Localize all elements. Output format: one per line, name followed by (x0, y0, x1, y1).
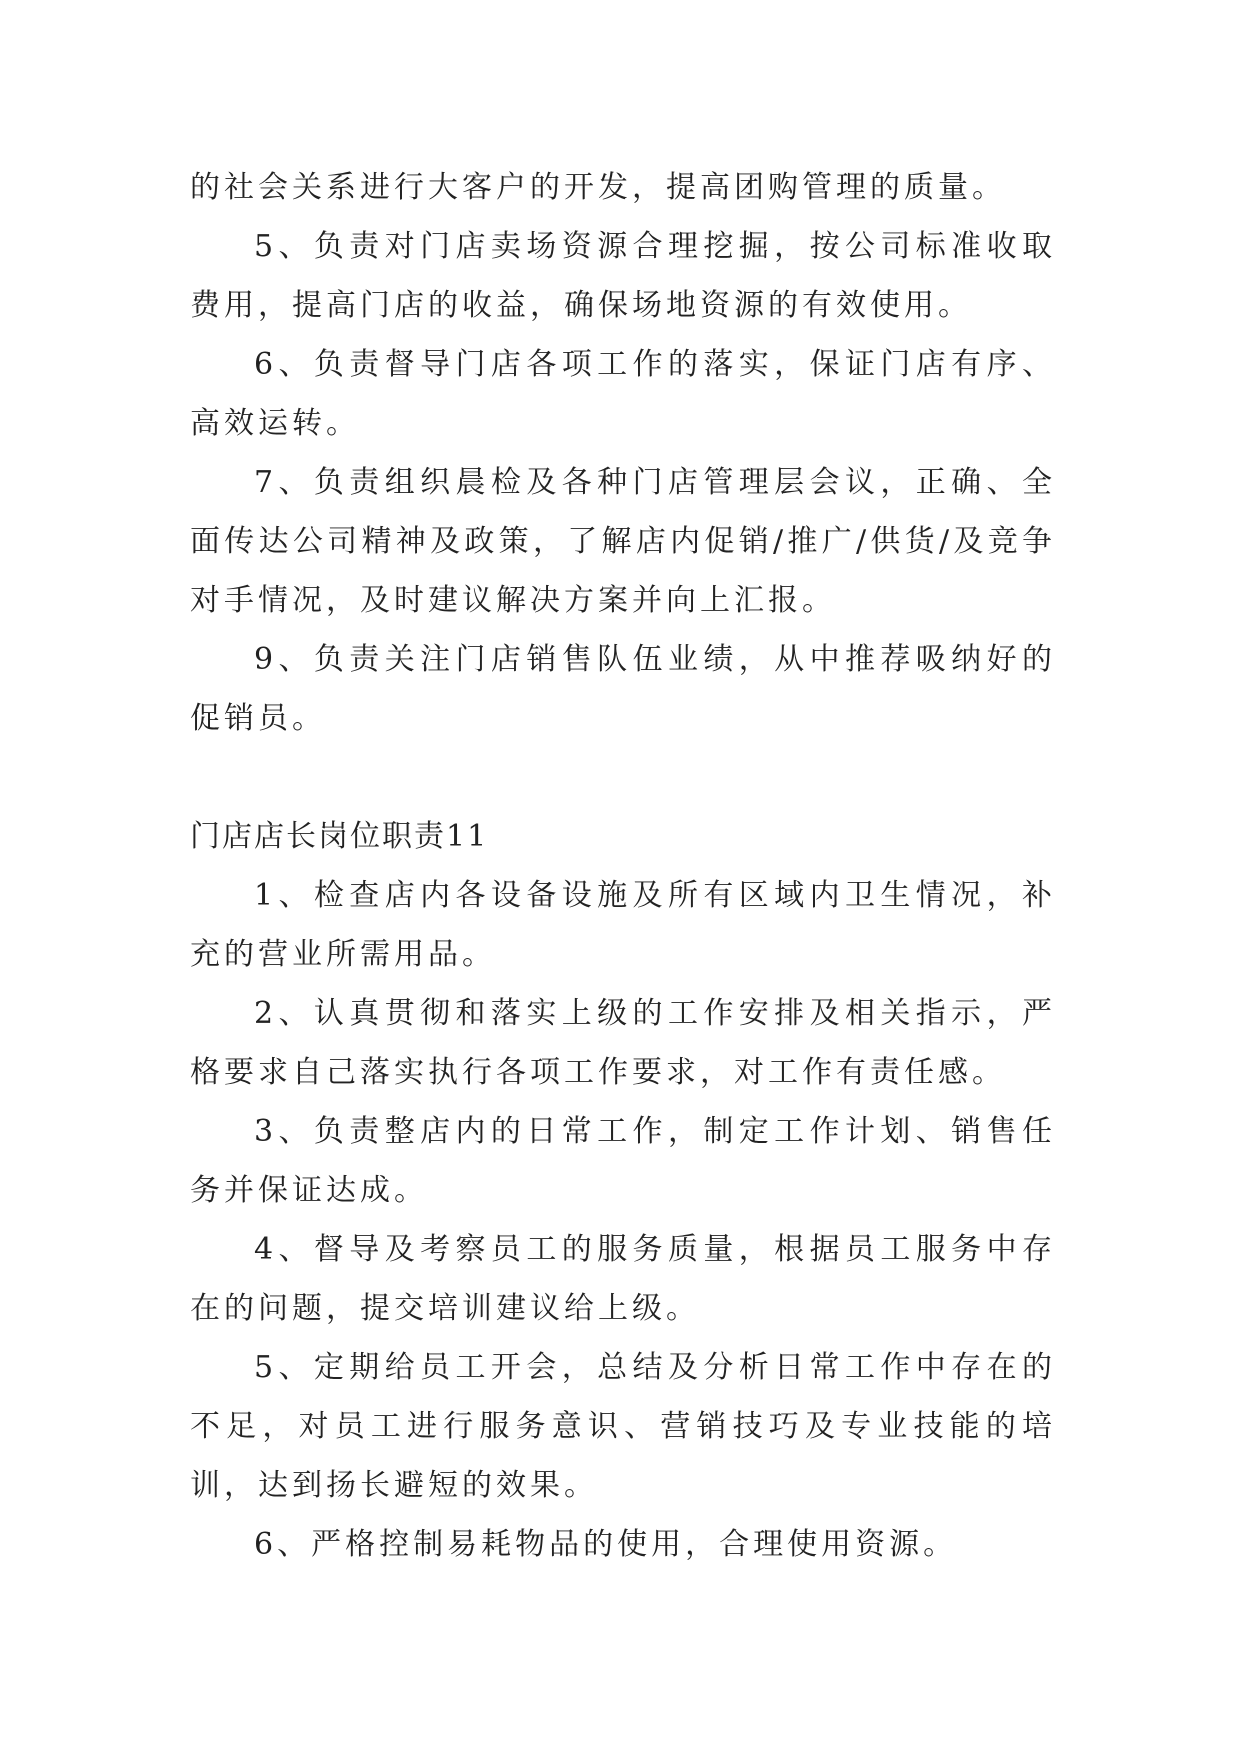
duty-item-9: 9、负责关注门店销售队伍业绩，从中推荐吸纳好的促销员。 (190, 642, 1056, 736)
duty-item-4: 4、督导及考察员工的服务质量，根据员工服务中存在的问题，提交培训建议给上级。 (190, 1232, 1056, 1326)
duty-item-3: 3、负责整店内的日常工作，制定工作计划、销售任务并保证达成。 (190, 1114, 1056, 1208)
section-heading: 门店店长岗位职责11 (190, 819, 489, 854)
continuation-paragraph: 的社会关系进行大客户的开发，提高团购管理的质量。 (190, 170, 1006, 205)
duty-item-5: 5、负责对门店卖场资源合理挖掘，按公司标准收取费用，提高门店的收益，确保场地资源的有效使用。 (190, 229, 1056, 323)
duty-item-5b: 5、定期给员工开会，总结及分析日常工作中存在的不足，对员工进行服务意识、营销技巧及专业技能的培训，达到扬长避短的效果。 (190, 1350, 1056, 1503)
duty-item-2: 2、认真贯彻和落实上级的工作安排及相关指示，严格要求自己落实执行各项工作要求，对工作有责任感。 (190, 996, 1056, 1090)
duty-item-6: 6、负责督导门店各项工作的落实，保证门店有序、高效运转。 (190, 347, 1056, 441)
duty-item-6b: 6、严格控制易耗物品的使用，合理使用资源。 (254, 1527, 958, 1562)
duty-item-7: 7、负责组织晨检及各种门店管理层会议，正确、全面传达公司精神及政策，了解店内促销/推广/供货/及竞争对手情况，及时建议解决方案并向上汇报。 (190, 465, 1056, 618)
duty-item-1: 1、检查店内各设备设施及所有区域内卫生情况，补充的营业所需用品。 (190, 878, 1056, 972)
document-body (190, 158, 1056, 1574)
